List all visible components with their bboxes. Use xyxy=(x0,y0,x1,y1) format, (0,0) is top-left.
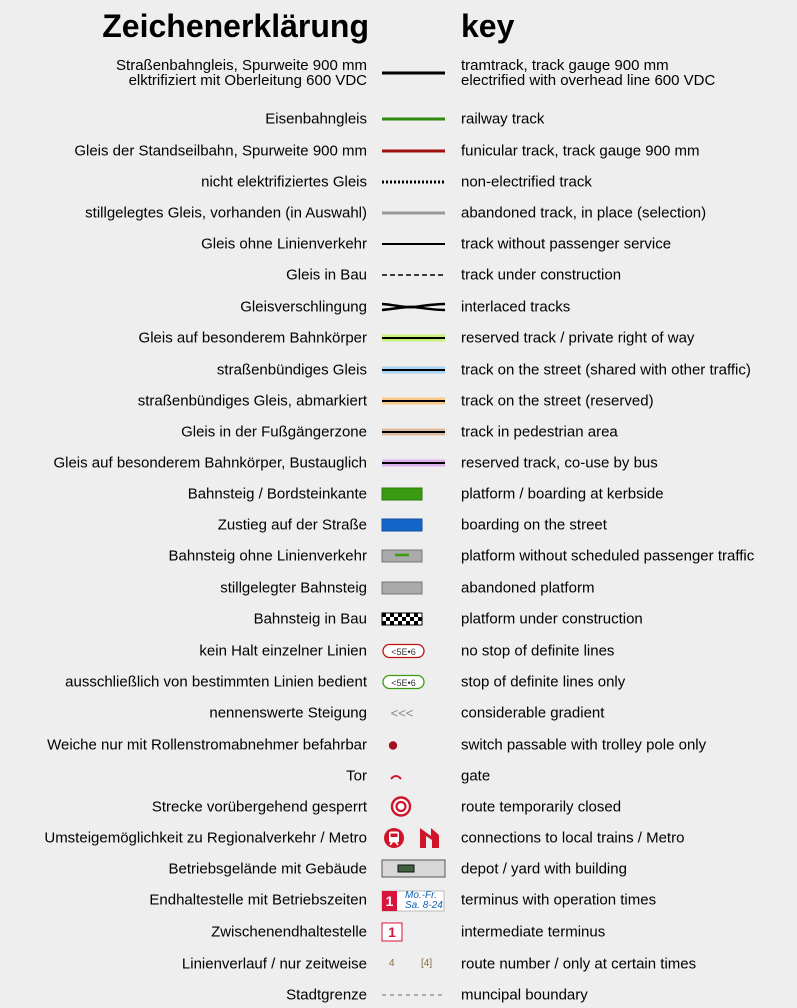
pill-red-icon xyxy=(376,639,450,663)
legend-row xyxy=(0,544,797,568)
route-number: 4 xyxy=(389,958,395,969)
label-de: Bahnsteig / Bordsteinkante xyxy=(187,485,367,503)
rect-checker-icon xyxy=(376,607,450,631)
rect-green-icon xyxy=(376,482,450,506)
checker-cell xyxy=(390,613,394,617)
checker-cell xyxy=(382,613,386,617)
checker-cell xyxy=(394,617,398,621)
dot-icon xyxy=(376,733,450,757)
label-en: route number / only at certain times xyxy=(461,955,697,973)
checker-cell xyxy=(394,613,398,617)
checker-cell xyxy=(394,621,398,625)
legend-row xyxy=(0,295,797,319)
checker-cell xyxy=(414,617,418,621)
legend-row xyxy=(0,826,797,850)
connections-icon xyxy=(376,826,450,850)
label-en: track on the street (shared with other traffic) xyxy=(461,361,751,379)
line-darkred-icon xyxy=(376,139,450,163)
gate-icon xyxy=(376,764,450,788)
label-de: Stadtgrenze xyxy=(286,986,367,1004)
label-en: non-electrified track xyxy=(461,173,592,191)
label-de: Endhaltestelle mit Betriebszeiten xyxy=(149,891,367,909)
checker-cell xyxy=(386,617,390,621)
label-de: Umsteigemöglichkeit zu Regionalverkehr / Metro xyxy=(44,829,367,847)
checker-cell xyxy=(418,621,422,625)
label-de: Gleis ohne Linienverkehr xyxy=(201,235,367,253)
legend-symbol xyxy=(376,451,450,475)
checker-cell xyxy=(402,621,406,625)
legend-symbol xyxy=(376,764,450,788)
legend-symbol xyxy=(376,826,450,850)
line-violet-icon xyxy=(376,451,450,475)
checker-cell xyxy=(406,621,410,625)
legend-symbol xyxy=(376,295,450,319)
route-number-temporary: [4] xyxy=(421,958,433,969)
checker-cell xyxy=(398,613,402,617)
label-en: track under construction xyxy=(461,266,622,284)
label-de: Weiche nur mit Rollenstromabnehmer befahrbar xyxy=(47,736,367,754)
legend-row xyxy=(0,57,797,89)
label-en: track on the street (reserved) xyxy=(461,392,654,410)
label-en: track without passenger service xyxy=(461,235,672,253)
label-de: nennenswerte Steigung xyxy=(209,704,367,722)
legend-row xyxy=(0,139,797,163)
label-en: no stop of definite lines xyxy=(461,642,615,660)
label-de: Eisenbahngleis xyxy=(265,110,367,128)
checker-cell xyxy=(382,621,386,625)
line-lightblue-icon xyxy=(376,358,450,382)
line-lightgreen-icon xyxy=(376,326,450,350)
label-en: stop of definite lines only xyxy=(461,673,626,691)
legend-symbol xyxy=(376,201,450,225)
label-en: considerable gradient xyxy=(461,704,605,722)
gate-arc xyxy=(391,776,401,779)
legend-row xyxy=(0,920,797,944)
label-en: abandoned track, in place (selection) xyxy=(461,204,707,222)
line-green-icon xyxy=(376,107,450,131)
label-de: Gleisverschlingung xyxy=(240,298,367,316)
label-de: Zustieg auf der Straße xyxy=(217,516,367,534)
pill-text: <5E•6 xyxy=(391,678,416,688)
label-de: nicht elektrifiziertes Gleis xyxy=(201,173,367,191)
legend-symbol xyxy=(376,701,450,725)
times-line1: Mo.-Fr. xyxy=(405,890,437,901)
boundary-icon xyxy=(376,983,450,1007)
label-en: interlaced tracks xyxy=(461,298,571,316)
label-en: connections to local trains / Metro xyxy=(461,829,685,847)
checker-cell xyxy=(414,621,418,625)
legend-symbol xyxy=(376,482,450,506)
legend-row xyxy=(0,857,797,881)
closed-ring-inner xyxy=(397,802,406,811)
checker-cell xyxy=(410,621,414,625)
label-de: Linienverlauf / nur zeitweise xyxy=(181,955,367,973)
label-en: terminus with operation times xyxy=(461,891,657,909)
legend-symbol xyxy=(376,170,450,194)
legend-symbol xyxy=(376,358,450,382)
legend-row xyxy=(0,420,797,444)
checker-cell xyxy=(406,613,410,617)
label-de: Gleis in der Fußgängerzone xyxy=(181,423,367,441)
checker-cell xyxy=(410,617,414,621)
label-de: Betriebsgelände mit Gebäude xyxy=(168,860,367,878)
legend-symbol xyxy=(376,61,450,85)
label-de: Straßenbahngleis, Spurweite 900 mm elktrifiziert mit Oberleitung 600 VDC xyxy=(116,57,367,89)
checker-cell xyxy=(418,617,422,621)
platform-rect xyxy=(382,582,422,594)
checker-cell xyxy=(390,621,394,625)
label-de: Gleis in Bau xyxy=(286,266,367,284)
checker-cell xyxy=(386,613,390,617)
legend-row xyxy=(0,170,797,194)
legend-row xyxy=(0,607,797,631)
legend-row xyxy=(0,764,797,788)
legend-symbol xyxy=(376,326,450,350)
label-de: stillgelegtes Gleis, vorhanden (in Auswahl) xyxy=(85,204,367,222)
legend-symbol xyxy=(376,857,450,881)
legend-row xyxy=(0,358,797,382)
times-line2: Sa. 8-24 xyxy=(405,900,443,911)
legend-row xyxy=(0,482,797,506)
legend-row xyxy=(0,701,797,725)
depot-icon xyxy=(376,857,450,881)
legend-row xyxy=(0,389,797,413)
label-en: platform under construction xyxy=(461,610,643,628)
gradient-text: <<< xyxy=(390,705,414,721)
intermediate-number: 1 xyxy=(388,924,396,940)
legend-row xyxy=(0,952,797,976)
legend-symbol xyxy=(376,232,450,256)
pill-green-icon xyxy=(376,670,450,694)
label-en: route temporarily closed xyxy=(461,798,622,816)
line-interlaced-icon xyxy=(376,295,450,319)
rect-grey-mark-icon xyxy=(376,544,450,568)
pill-text: <5E•6 xyxy=(391,647,416,657)
label-en: abandoned platform xyxy=(461,579,595,597)
checker-cell xyxy=(410,613,414,617)
legend-symbol xyxy=(376,952,450,976)
legend-symbol xyxy=(376,920,450,944)
checker-cell xyxy=(386,621,390,625)
legend-row xyxy=(0,888,797,912)
legend-row xyxy=(0,263,797,287)
checker-cell xyxy=(402,617,406,621)
legend-row xyxy=(0,451,797,475)
label-de: Gleis auf besonderem Bahnkörper, Bustauglich xyxy=(53,454,367,472)
line-grey-icon xyxy=(376,201,450,225)
label-en: muncipal boundary xyxy=(461,986,588,1004)
checker-cell xyxy=(418,613,422,617)
checker-cell xyxy=(398,617,402,621)
label-en: intermediate terminus xyxy=(461,923,606,941)
legend-symbol xyxy=(376,983,450,1007)
legend-row xyxy=(0,795,797,819)
label-de: ausschließlich von bestimmten Linien bedient xyxy=(65,673,367,691)
label-de: straßenbündiges Gleis, abmarkiert xyxy=(137,392,367,410)
label-de: Bahnsteig ohne Linienverkehr xyxy=(168,547,367,565)
line-orange-icon xyxy=(376,389,450,413)
checker-cell xyxy=(398,621,402,625)
legend-symbol xyxy=(376,544,450,568)
closed-icon xyxy=(376,795,450,819)
checker-cell xyxy=(382,617,386,621)
label-en: funicular track, track gauge 900 mm xyxy=(461,142,700,160)
legend-symbol xyxy=(376,670,450,694)
legend-row xyxy=(0,576,797,600)
label-en: depot / yard with building xyxy=(461,860,627,878)
label-en: reserved track, co-use by bus xyxy=(461,454,658,472)
label-de: Gleis auf besonderem Bahnkörper xyxy=(138,329,367,347)
legend-symbol xyxy=(376,888,450,912)
rect-blue-icon xyxy=(376,513,450,537)
legend-symbol xyxy=(376,107,450,131)
building-rect xyxy=(398,865,414,872)
title-de: Zeichenerklärung xyxy=(102,8,369,44)
boarding-rect xyxy=(382,519,422,531)
legend-symbol xyxy=(376,139,450,163)
legend-symbol xyxy=(376,263,450,287)
label-en: platform without scheduled passenger traffic xyxy=(461,547,755,565)
interlaced-track-b xyxy=(382,307,445,310)
label-en: tramtrack, track gauge 900 mm electrified with overhead line 600 VDC xyxy=(461,57,716,89)
metro-m xyxy=(420,828,439,848)
switch-dot xyxy=(389,741,397,749)
legend-symbol xyxy=(376,513,450,537)
label-de: kein Halt einzelner Linien xyxy=(199,642,367,660)
line-tan-icon xyxy=(376,420,450,444)
legend-symbol xyxy=(376,576,450,600)
label-en: reserved track / private right of way xyxy=(461,329,695,347)
label-de: straßenbündiges Gleis xyxy=(216,361,367,379)
label-en: track in pedestrian area xyxy=(461,423,618,441)
label-de: Strecke vorübergehend gesperrt xyxy=(151,798,367,816)
rect-grey-icon xyxy=(376,576,450,600)
legend-symbol xyxy=(376,389,450,413)
legend-symbol xyxy=(376,639,450,663)
checker-cell xyxy=(402,613,406,617)
title-en: key xyxy=(461,8,515,44)
line-dashed-icon xyxy=(376,263,450,287)
legend-symbol xyxy=(376,733,450,757)
legend-row xyxy=(0,513,797,537)
platform-rect xyxy=(382,488,422,500)
label-de: Zwischenendhaltestelle xyxy=(211,923,367,941)
legend-row xyxy=(0,107,797,131)
legend-symbol xyxy=(376,607,450,631)
route-numbers-icon xyxy=(376,952,450,976)
legend-row xyxy=(0,670,797,694)
line-black-thick-icon xyxy=(376,61,450,85)
checker-cell xyxy=(390,617,394,621)
line-black-thin-icon xyxy=(376,232,450,256)
terminus-number: 1 xyxy=(385,893,394,909)
label-de: Gleis der Standseilbahn, Spurweite 900 mm xyxy=(74,142,367,160)
gradient-icon xyxy=(376,701,450,725)
label-en: railway track xyxy=(461,110,545,128)
checker-cell xyxy=(406,617,410,621)
label-en: boarding on the street xyxy=(461,516,607,534)
label-en: gate xyxy=(461,767,491,785)
legend-row xyxy=(0,201,797,225)
label-de: Tor xyxy=(346,767,367,785)
label-en: switch passable with trolley pole only xyxy=(461,736,707,754)
label-de: stillgelegter Bahnsteig xyxy=(220,579,367,597)
legend-row xyxy=(0,733,797,757)
legend-symbol xyxy=(376,795,450,819)
legend-row xyxy=(0,326,797,350)
train-window xyxy=(391,834,398,838)
legend-row xyxy=(0,983,797,1007)
checker-cell xyxy=(414,613,418,617)
label-en: platform / boarding at kerbside xyxy=(461,485,664,503)
legend-symbol xyxy=(376,420,450,444)
label-de: Bahnsteig in Bau xyxy=(253,610,367,628)
legend-row xyxy=(0,639,797,663)
legend-row xyxy=(0,232,797,256)
line-dotted-icon xyxy=(376,170,450,194)
